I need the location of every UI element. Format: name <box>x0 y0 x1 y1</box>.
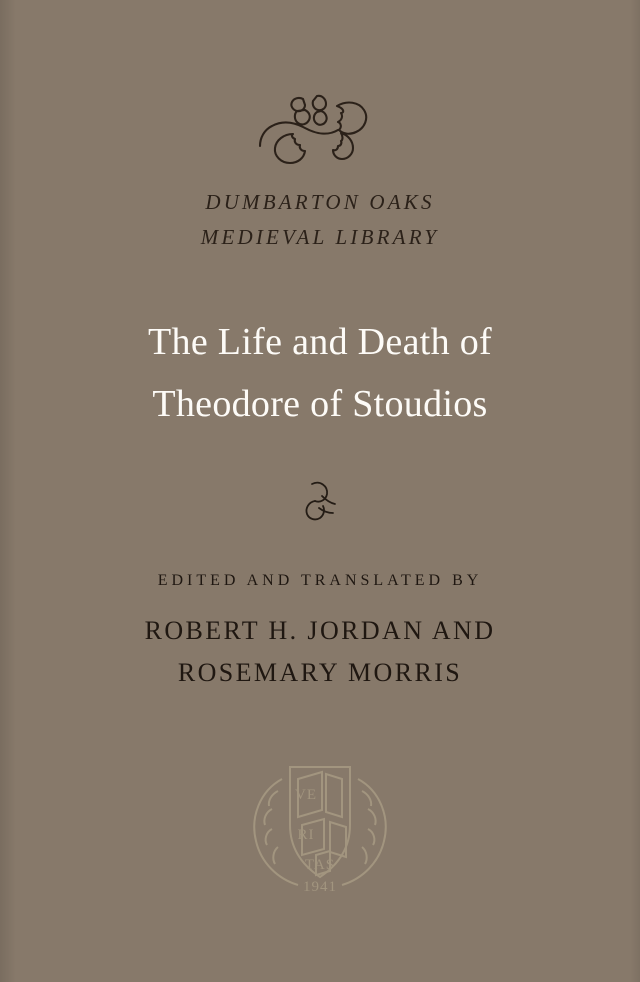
crest-book-3: TAS <box>304 857 336 873</box>
title-line-1: The Life and Death of <box>148 321 492 363</box>
leaf-ornament-icon <box>298 478 342 524</box>
title-line-2: Theodore of Stoudios <box>152 382 488 425</box>
series-title-line2: MEDIEVAL LIBRARY <box>200 224 440 249</box>
harvard-university-press-shield-icon <box>220 743 420 903</box>
series-block <box>0 86 640 253</box>
crest-book-1: VE <box>295 787 317 803</box>
credits-role: EDITED AND TRANSLATED BY <box>157 572 483 589</box>
credits-name-1: ROBERT H. JORDAN AND <box>144 616 496 645</box>
credits-block <box>0 572 640 694</box>
crest-book-2: RI <box>297 827 315 843</box>
series-title-line1: DUMBARTON OAKS <box>205 190 435 214</box>
publisher-crest <box>0 743 640 908</box>
crest-year: 1941 <box>303 879 337 895</box>
credits-name-2: ROSEMARY MORRIS <box>177 658 463 688</box>
ornament <box>0 478 640 529</box>
book-title <box>0 312 640 435</box>
oak-leaf-acorn-sprig-icon <box>245 86 395 170</box>
